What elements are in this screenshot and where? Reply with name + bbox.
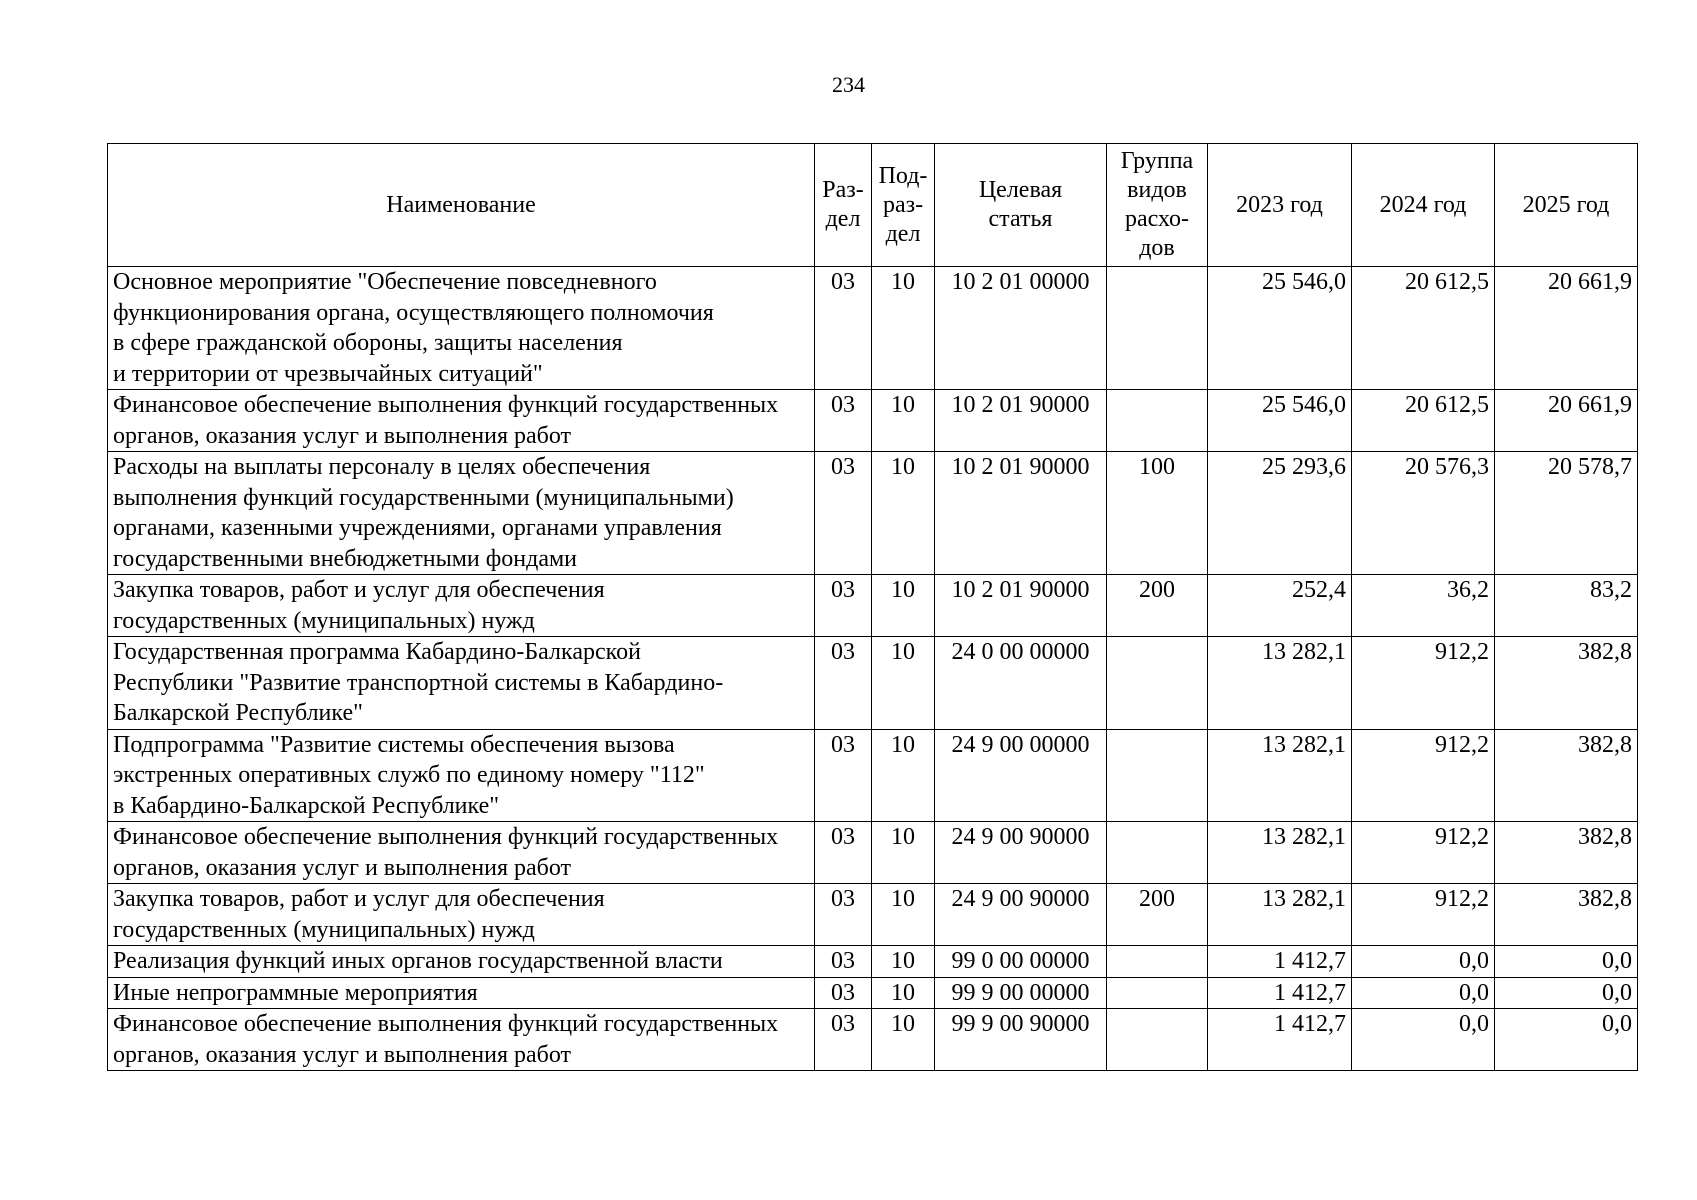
cell-razdel: 03 bbox=[815, 729, 872, 822]
cell-name-line: государственными внебюджетными фондами bbox=[113, 545, 578, 572]
cell-razdel: 03 bbox=[815, 390, 872, 452]
cell-target: 99 9 00 00000 bbox=[935, 977, 1107, 1009]
cell-y2025: 83,2 bbox=[1495, 575, 1638, 637]
cell-name bbox=[108, 1009, 815, 1071]
cell-name-line: Основное мероприятие "Обеспечение повседневного bbox=[113, 269, 657, 295]
header-2024: 2024 год bbox=[1352, 144, 1495, 267]
cell-podrazdel: 10 bbox=[872, 267, 935, 390]
cell-name-line: государственных (муниципальных) нужд bbox=[113, 916, 535, 943]
cell-y2024: 912,2 bbox=[1352, 637, 1495, 730]
table-row bbox=[108, 884, 1638, 946]
cell-razdel: 03 bbox=[815, 267, 872, 390]
table-row bbox=[108, 822, 1638, 884]
cell-y2025: 382,8 bbox=[1495, 729, 1638, 822]
cell-name bbox=[108, 822, 815, 884]
cell-y2025: 20 661,9 bbox=[1495, 390, 1638, 452]
cell-name-line: экстренных оперативных служб по единому номеру "112" bbox=[113, 762, 705, 788]
cell-razdel: 03 bbox=[815, 946, 872, 978]
cell-razdel: 03 bbox=[815, 1009, 872, 1071]
cell-name-line: государственных (муниципальных) нужд bbox=[113, 607, 535, 634]
cell-target: 10 2 01 90000 bbox=[935, 452, 1107, 575]
cell-razdel: 03 bbox=[815, 575, 872, 637]
cell-name-line: и территории от чрезвычайных ситуаций" bbox=[113, 360, 543, 387]
cell-name bbox=[108, 946, 815, 978]
table-header bbox=[108, 144, 1638, 267]
cell-name-line: органов, оказания услуг и выполнения работ bbox=[113, 422, 572, 449]
header-target: Целевая статья bbox=[935, 144, 1107, 267]
cell-name bbox=[108, 729, 815, 822]
budget-table bbox=[107, 143, 1638, 1071]
cell-y2024: 912,2 bbox=[1352, 729, 1495, 822]
cell-y2024: 912,2 bbox=[1352, 822, 1495, 884]
table-row bbox=[108, 1009, 1638, 1071]
cell-name bbox=[108, 267, 815, 390]
cell-name-line: органами, казенными учреждениями, органами управления bbox=[113, 515, 722, 541]
table-row bbox=[108, 452, 1638, 575]
cell-group: 200 bbox=[1107, 575, 1208, 637]
cell-name-line: в Кабардино-Балкарской Республике" bbox=[113, 792, 500, 819]
cell-y2024: 0,0 bbox=[1352, 1009, 1495, 1071]
cell-y2023: 13 282,1 bbox=[1208, 729, 1352, 822]
cell-name-line: Республики "Развитие транспортной системы в Кабардино- bbox=[113, 669, 724, 696]
cell-target: 10 2 01 00000 bbox=[935, 267, 1107, 390]
cell-group bbox=[1107, 390, 1208, 452]
cell-podrazdel: 10 bbox=[872, 637, 935, 730]
table-row bbox=[108, 267, 1638, 390]
cell-target: 24 9 00 00000 bbox=[935, 729, 1107, 822]
header-2025: 2025 год bbox=[1495, 144, 1638, 267]
cell-y2024: 20 576,3 bbox=[1352, 452, 1495, 575]
cell-name-line: Закупка товаров, работ и услуг для обеспечения bbox=[113, 577, 605, 603]
cell-name bbox=[108, 977, 815, 1009]
cell-razdel: 03 bbox=[815, 977, 872, 1009]
cell-name-line: Расходы на выплаты персоналу в целях обеспечения bbox=[113, 454, 651, 480]
cell-y2023: 25 546,0 bbox=[1208, 267, 1352, 390]
cell-name-line: Закупка товаров, работ и услуг для обеспечения bbox=[113, 886, 605, 912]
cell-name bbox=[108, 637, 815, 730]
cell-group bbox=[1107, 977, 1208, 1009]
cell-name-line: Балкарской Республике" bbox=[113, 700, 363, 726]
cell-y2025: 0,0 bbox=[1495, 946, 1638, 978]
table-row bbox=[108, 637, 1638, 730]
cell-y2025: 20 578,7 bbox=[1495, 452, 1638, 575]
cell-name-line: Финансовое обеспечение выполнения функций государственных bbox=[113, 1011, 779, 1037]
header-podrazdel: Под- раз- дел bbox=[872, 144, 935, 267]
cell-y2024: 912,2 bbox=[1352, 884, 1495, 946]
cell-name-line: Подпрограмма "Развитие системы обеспечения вызова bbox=[113, 731, 675, 758]
table-row bbox=[108, 729, 1638, 822]
table-row bbox=[108, 390, 1638, 452]
header-razdel: Раз- дел bbox=[815, 144, 872, 267]
cell-podrazdel: 10 bbox=[872, 884, 935, 946]
cell-name-line: в сфере гражданской обороны, защиты населения bbox=[113, 330, 623, 356]
cell-podrazdel: 10 bbox=[872, 452, 935, 575]
cell-target: 10 2 01 90000 bbox=[935, 390, 1107, 452]
cell-name bbox=[108, 884, 815, 946]
cell-y2024: 0,0 bbox=[1352, 946, 1495, 978]
header-group: Группа видов расхо- дов bbox=[1107, 144, 1208, 267]
cell-podrazdel: 10 bbox=[872, 822, 935, 884]
cell-name bbox=[108, 390, 815, 452]
cell-group bbox=[1107, 946, 1208, 978]
cell-y2025: 382,8 bbox=[1495, 637, 1638, 730]
cell-y2025: 0,0 bbox=[1495, 977, 1638, 1009]
cell-name-line: Реализация функций иных органов государственной власти bbox=[113, 948, 723, 974]
table-row bbox=[108, 946, 1638, 978]
cell-y2023: 25 293,6 bbox=[1208, 452, 1352, 575]
cell-target: 99 0 00 00000 bbox=[935, 946, 1107, 978]
cell-razdel: 03 bbox=[815, 884, 872, 946]
cell-y2023: 252,4 bbox=[1208, 575, 1352, 637]
cell-podrazdel: 10 bbox=[872, 946, 935, 978]
cell-y2025: 0,0 bbox=[1495, 1009, 1638, 1071]
header-2023: 2023 год bbox=[1208, 144, 1352, 267]
cell-name-line: органов, оказания услуг и выполнения работ bbox=[113, 1041, 572, 1068]
cell-razdel: 03 bbox=[815, 637, 872, 730]
cell-podrazdel: 10 bbox=[872, 390, 935, 452]
cell-y2023: 25 546,0 bbox=[1208, 390, 1352, 452]
cell-name-line: выполнения функций государственными (муниципальными) bbox=[113, 484, 734, 511]
cell-y2024: 20 612,5 bbox=[1352, 267, 1495, 390]
cell-y2024: 0,0 bbox=[1352, 977, 1495, 1009]
cell-group bbox=[1107, 267, 1208, 390]
cell-y2023: 1 412,7 bbox=[1208, 977, 1352, 1009]
table-row bbox=[108, 977, 1638, 1009]
cell-y2023: 1 412,7 bbox=[1208, 1009, 1352, 1071]
header-name: Наименование bbox=[108, 144, 815, 267]
cell-name-line: органов, оказания услуг и выполнения работ bbox=[113, 854, 572, 881]
cell-y2023: 13 282,1 bbox=[1208, 884, 1352, 946]
page-number: 234 bbox=[832, 72, 865, 97]
cell-group: 200 bbox=[1107, 884, 1208, 946]
cell-podrazdel: 10 bbox=[872, 977, 935, 1009]
cell-target: 24 9 00 90000 bbox=[935, 884, 1107, 946]
cell-name bbox=[108, 452, 815, 575]
cell-name-line: Иные непрограммные мероприятия bbox=[113, 979, 478, 1006]
cell-target: 10 2 01 90000 bbox=[935, 575, 1107, 637]
cell-name-line: Государственная программа Кабардино-Балкарской bbox=[113, 639, 641, 665]
cell-group bbox=[1107, 729, 1208, 822]
cell-y2024: 20 612,5 bbox=[1352, 390, 1495, 452]
cell-podrazdel: 10 bbox=[872, 729, 935, 822]
cell-y2023: 13 282,1 bbox=[1208, 822, 1352, 884]
cell-group: 100 bbox=[1107, 452, 1208, 575]
cell-y2025: 382,8 bbox=[1495, 822, 1638, 884]
cell-razdel: 03 bbox=[815, 822, 872, 884]
cell-name bbox=[108, 575, 815, 637]
cell-group bbox=[1107, 637, 1208, 730]
cell-group bbox=[1107, 1009, 1208, 1071]
table-row bbox=[108, 575, 1638, 637]
table-body bbox=[108, 267, 1638, 1071]
cell-razdel: 03 bbox=[815, 452, 872, 575]
cell-name-line: Финансовое обеспечение выполнения функций государственных bbox=[113, 824, 779, 850]
cell-y2024: 36,2 bbox=[1352, 575, 1495, 637]
cell-y2023: 1 412,7 bbox=[1208, 946, 1352, 978]
cell-y2025: 382,8 bbox=[1495, 884, 1638, 946]
cell-y2023: 13 282,1 bbox=[1208, 637, 1352, 730]
cell-target: 24 9 00 90000 bbox=[935, 822, 1107, 884]
cell-name-line: Финансовое обеспечение выполнения функций государственных bbox=[113, 392, 779, 418]
cell-target: 99 9 00 90000 bbox=[935, 1009, 1107, 1071]
cell-group bbox=[1107, 822, 1208, 884]
cell-y2025: 20 661,9 bbox=[1495, 267, 1638, 390]
cell-target: 24 0 00 00000 bbox=[935, 637, 1107, 730]
cell-name-line: функционирования органа, осуществляющего полномочия bbox=[113, 299, 714, 326]
cell-podrazdel: 10 bbox=[872, 575, 935, 637]
cell-podrazdel: 10 bbox=[872, 1009, 935, 1071]
